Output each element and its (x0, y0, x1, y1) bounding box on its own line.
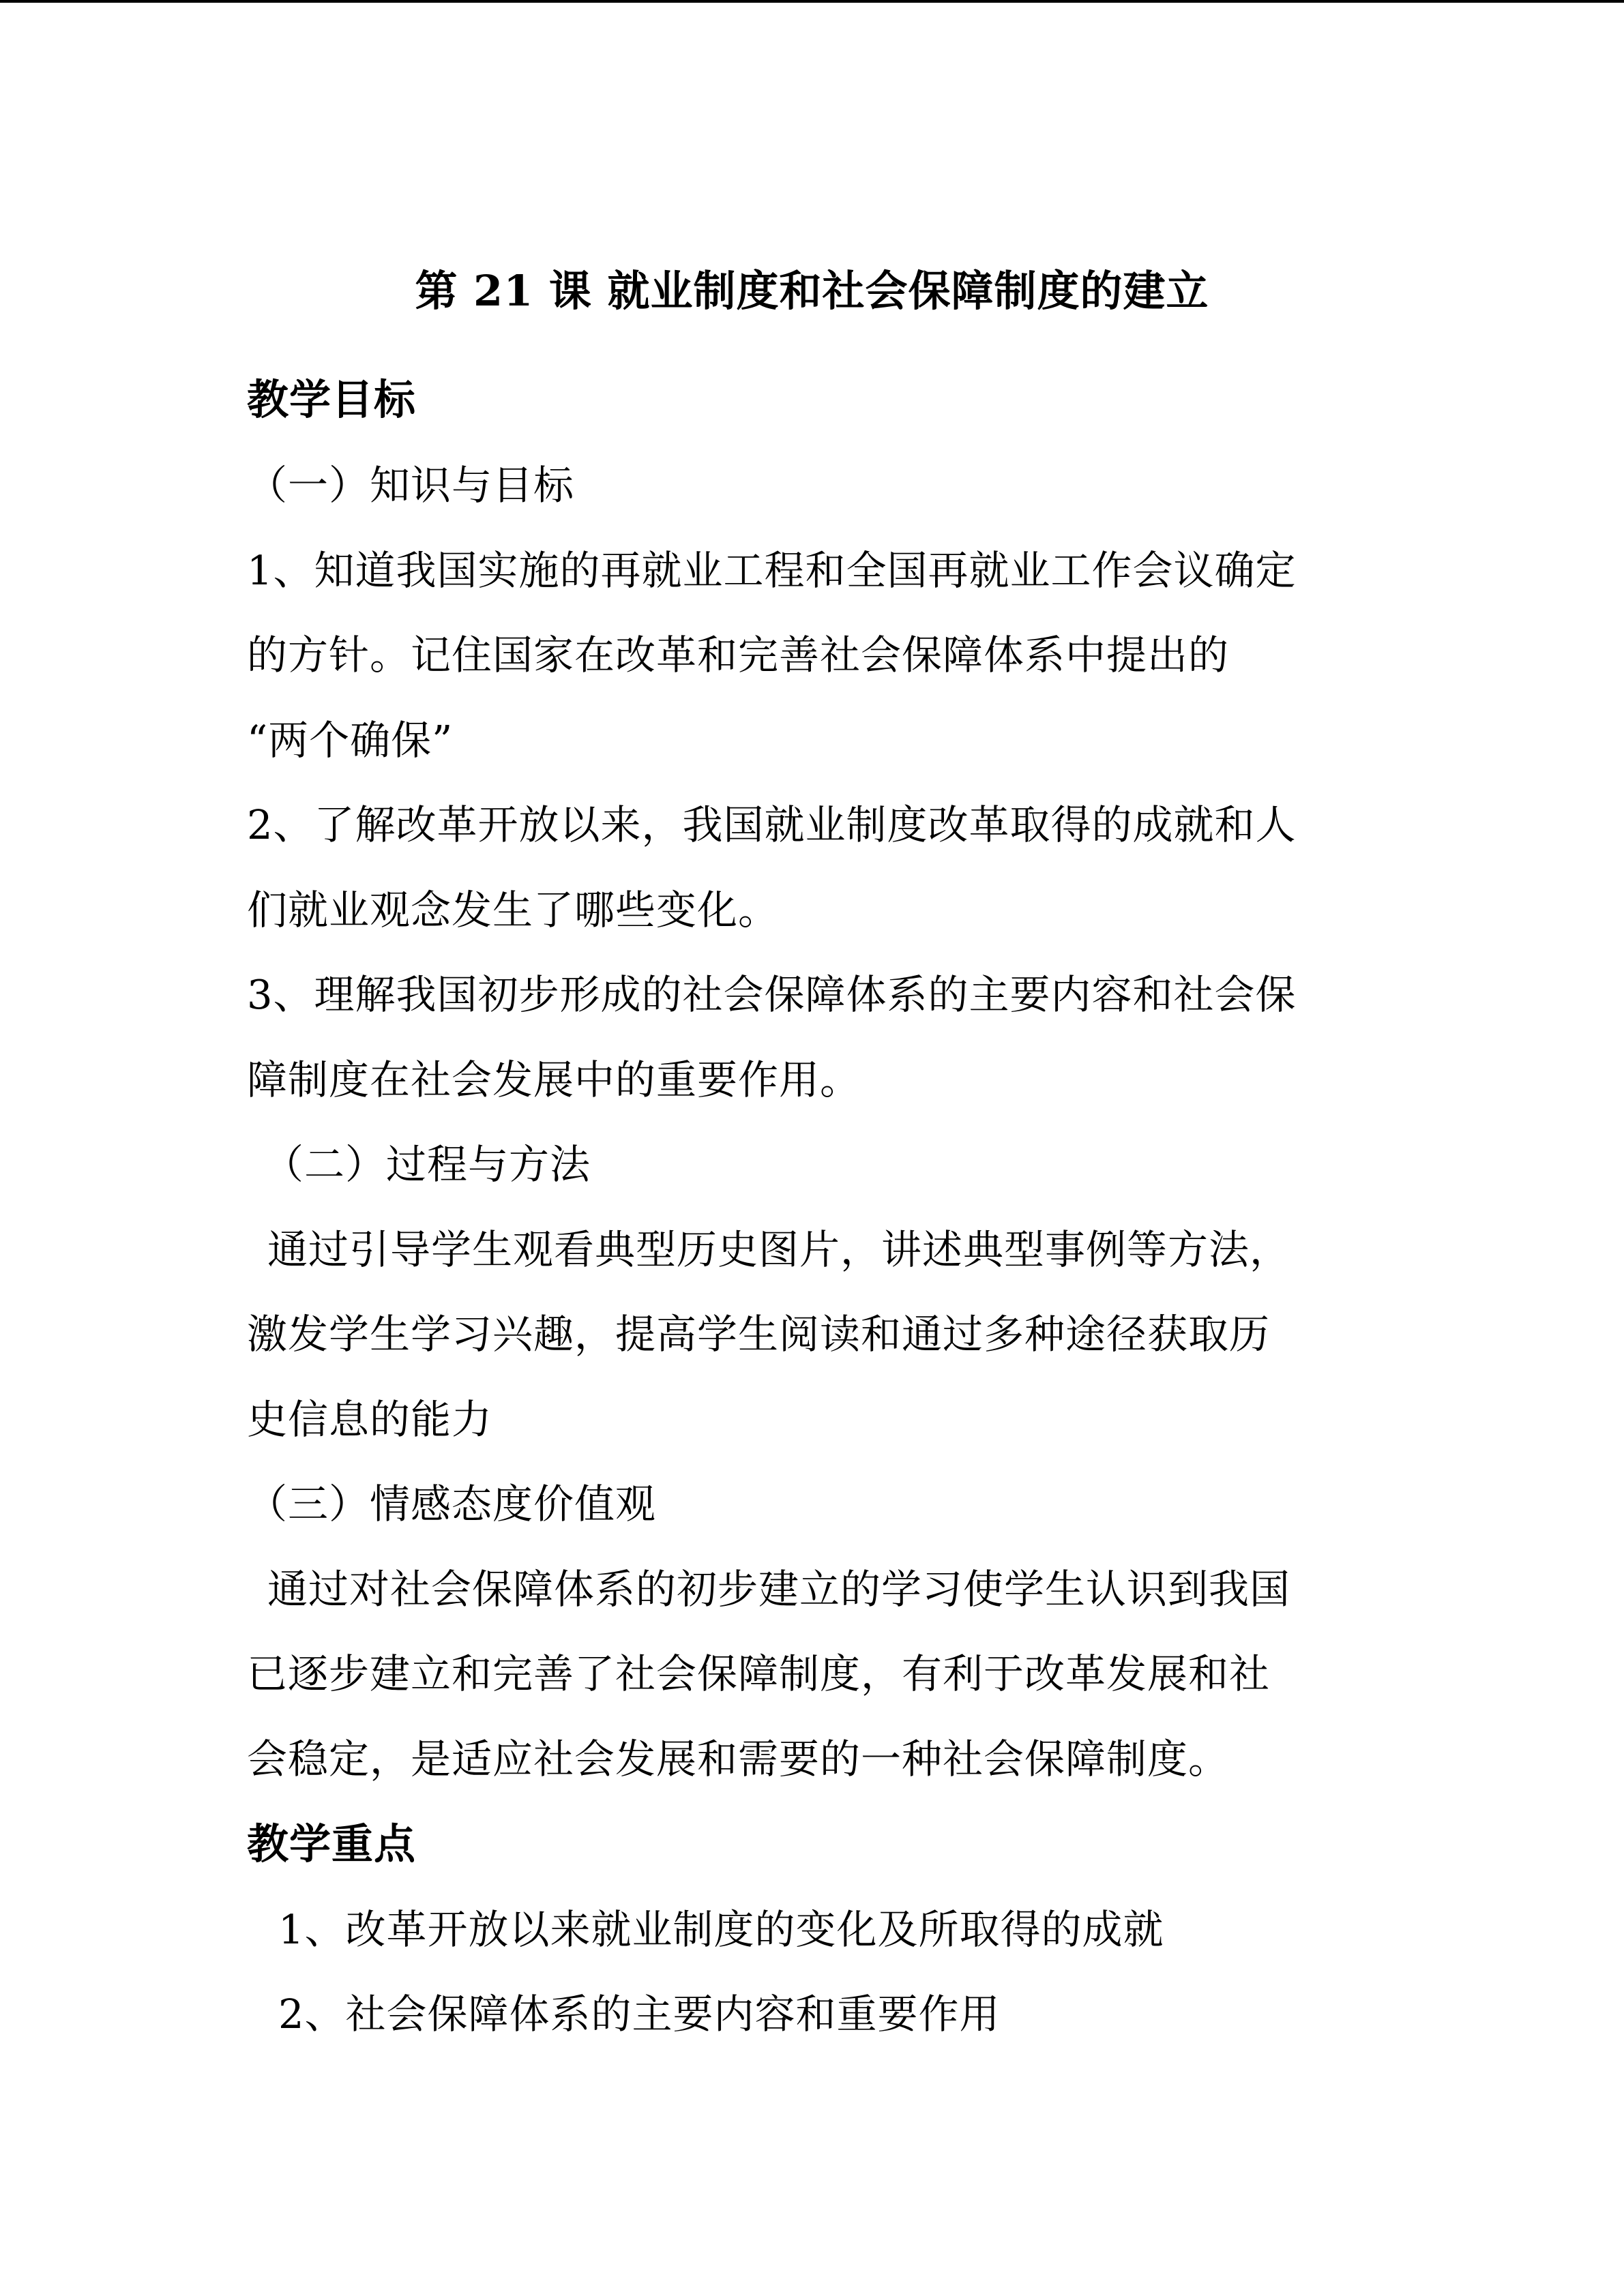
objectives-heading: 教学目标 (247, 376, 417, 424)
focus-heading: 教学重点 (247, 1820, 417, 1868)
values-line-3: 会稳定，是适应社会发展和需要的一种社会保障制度。 (247, 1735, 1230, 1783)
process-line-2: 激发学生学习兴趣，提高学生阅读和通过多种途径获取历 (247, 1311, 1271, 1358)
knowledge-line-2: 的方针。记住国家在改革和完善社会保障体系中提出的 (247, 631, 1230, 679)
knowledge-line-1: 1、知道我国实施的再就业工程和全国再就业工作会议确定 (247, 547, 1297, 594)
knowledge-line-6: 3、理解我国初步形成的社会保障体系的主要内容和社会保 (247, 971, 1297, 1018)
knowledge-line-3: “两个确保” (247, 717, 454, 764)
values-line-1: 通过对社会保障体系的初步建立的学习使学生认识到我国 (267, 1566, 1291, 1613)
knowledge-line-5: 们就业观念发生了哪些变化。 (247, 886, 780, 934)
document-title: 第 21 课 就业制度和社会保障制度的建立 (415, 266, 1209, 316)
focus-line-1: 1、改革开放以来就业制度的变化及所取得的成就 (278, 1906, 1164, 1953)
knowledge-line-7: 障制度在社会发展中的重要作用。 (247, 1056, 861, 1103)
values-subheading: （三）情感态度价值观 (247, 1480, 657, 1527)
knowledge-line-4: 2、了解改革开放以来，我国就业制度改革取得的成就和人 (247, 801, 1297, 848)
knowledge-subheading: （一）知识与目标 (247, 462, 575, 509)
focus-line-2: 2、社会保障体系的主要内容和重要作用 (278, 1991, 1001, 2038)
process-line-1: 通过引导学生观看典型历史图片，讲述典型事例等方法， (267, 1226, 1291, 1273)
process-subheading: （二）过程与方法 (263, 1141, 591, 1188)
values-line-2: 已逐步建立和完善了社会保障制度，有利于改革发展和社 (247, 1650, 1271, 1697)
process-line-3: 史信息的能力 (247, 1396, 493, 1443)
